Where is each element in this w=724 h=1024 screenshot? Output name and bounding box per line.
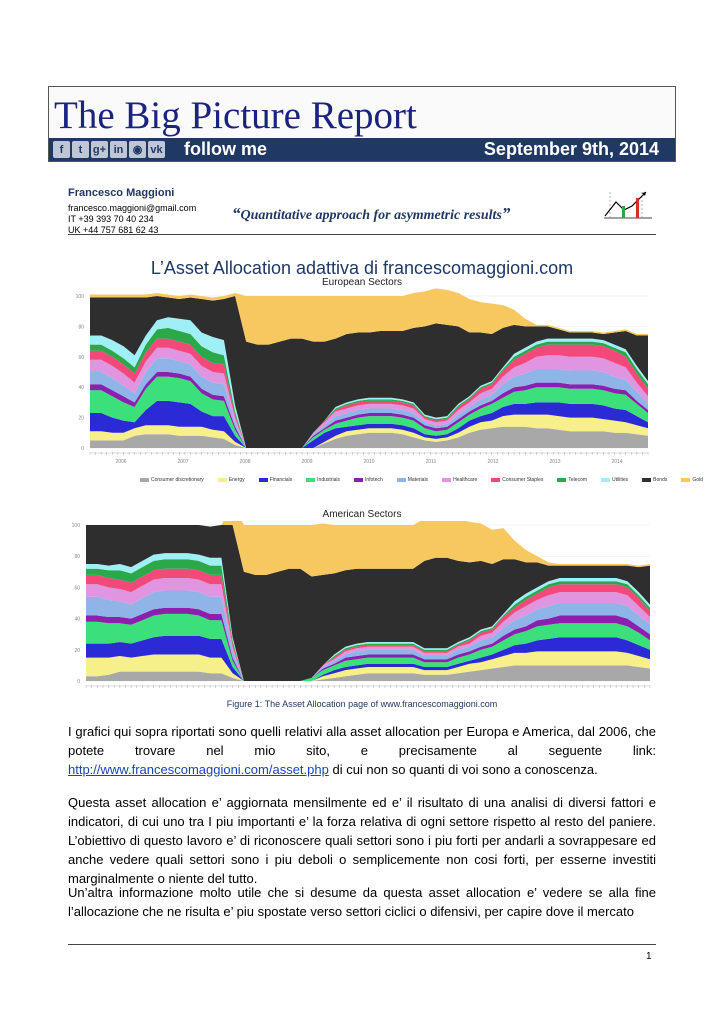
weibo-icon[interactable]: ◉ (129, 141, 146, 158)
report-title: The Big Picture Report (54, 94, 417, 137)
us-y-tick-label: 60 (74, 585, 80, 592)
legend-item-healthcare (442, 477, 477, 483)
legend-item-financials (259, 477, 293, 483)
paragraph-2: Questa asset allocation e’ aggiornata mensilmente ed e’ il risultato di una analisi di diversi fattori e indicatori, di cui uno tra I piu importanti e’ la forza relativa di ogni settore rispetto al resto del paniere. L’obiettivo di questo lavoro e’ di riconoscere quali settori sono i piu forti per andarli a sovrappesare ed anche vedere quali settori sono i piu deboli o semplicemente non cosi forti, per esserne investiti marginalmente o niente del tutto. (68, 795, 656, 886)
logo-chart-icon (602, 188, 654, 222)
paragraph-1 (68, 722, 656, 779)
legend-swatch (306, 478, 315, 482)
legend-swatch (601, 478, 610, 482)
eu-x-year-label: 2011 (425, 459, 437, 465)
figure-caption: Figure 1: The Asset Allocation page of www.francescomaggioni.com (226, 699, 498, 709)
figure-heading: L’Asset Allocation adattiva di francescomaggioni.com (150, 258, 574, 278)
legend-label: Materials (407, 477, 429, 483)
us-y-tick-label: 100 (71, 523, 80, 529)
us-y-tick-label: 0 (77, 679, 80, 685)
legend-swatch (642, 478, 651, 482)
chart-title-america: American Sectors (322, 509, 402, 520)
facebook-icon[interactable]: f (53, 141, 70, 158)
tagline-text: Quantitative approach for asymmetric results (240, 208, 502, 223)
masthead-bar (49, 138, 675, 161)
legend-item-energy (218, 477, 245, 483)
eu-y-tick-label: 100 (75, 294, 84, 300)
european-sectors-chart (68, 288, 656, 470)
us-y-tick-label: 20 (74, 647, 80, 654)
legend-item-utilities (601, 477, 628, 483)
legend-label: Consumer discretionary (151, 477, 204, 483)
eu-x-year-label: 2010 (363, 459, 375, 465)
legend-item-bonds (642, 477, 667, 483)
author-phone-it: IT +39 393 70 40 234 (68, 214, 154, 224)
tagline (232, 204, 510, 224)
eu-y-tick-label: 80 (78, 324, 84, 331)
social-icons (53, 141, 165, 158)
paragraph-3: Un’altra informazione molto utile che si desume da questa asset allocation e’ vedere se alla fine l’allocazione che ne risulta e’ piu spostate verso settori ciclici o difensivi, per capire dove il mercato (68, 885, 656, 919)
legend-swatch (681, 478, 690, 482)
legend-label: Gold (692, 477, 703, 483)
masthead (48, 86, 676, 162)
legend-swatch (354, 478, 363, 482)
author-phone-uk: UK +44 757 681 62 43 (68, 225, 159, 235)
eu-x-year-label: 2013 (549, 459, 561, 465)
eu-x-year-label: 2008 (239, 459, 251, 465)
eu-y-tick-label: 40 (78, 385, 84, 392)
eu-y-tick-label: 20 (78, 415, 84, 422)
eu-y-tick-label: 0 (81, 446, 84, 452)
legend-item-materials (397, 477, 428, 483)
tagline-open-quote: “ (232, 204, 241, 223)
legend-label: Bonds (653, 477, 668, 483)
follow-me-label: follow me (184, 139, 268, 159)
legend-swatch (218, 478, 227, 482)
legend-label: Consumer Staples (502, 477, 544, 483)
eu-x-year-label: 2006 (115, 459, 127, 465)
chart-title-europe: European Sectors (321, 277, 403, 288)
us-y-tick-label: 40 (74, 616, 80, 623)
us-y-tick-label: 80 (74, 554, 80, 561)
legend-item-infotech (354, 477, 383, 483)
legend-label: Financials (269, 477, 293, 483)
footer-divider (68, 944, 656, 945)
legend-item-industrials (306, 477, 340, 483)
twitter-icon[interactable]: t (72, 141, 89, 158)
eu-y-tick-label: 60 (78, 354, 84, 361)
legend-swatch (140, 478, 149, 482)
eu-x-year-label: 2007 (177, 459, 189, 465)
legend-swatch (259, 478, 268, 482)
page-number: 1 (646, 951, 652, 962)
header-divider (68, 234, 656, 235)
legend-item-consumer-discretionary (140, 477, 204, 483)
vk-icon[interactable]: vk (148, 141, 165, 158)
legend-swatch (557, 478, 566, 482)
legend-label: Utilities (612, 477, 629, 483)
linkedin-icon[interactable]: in (110, 141, 127, 158)
legend-label: Telecom (568, 477, 588, 483)
tagline-close-quote: ” (501, 204, 511, 223)
eu-x-year-label: 2012 (487, 459, 499, 465)
report-date: September 9th, 2014 (483, 139, 659, 159)
legend-item-telecom (557, 477, 587, 483)
american-sectors-chart (68, 521, 656, 695)
legend-label: Energy (228, 477, 245, 483)
legend-label: Healthcare (453, 477, 478, 483)
chart-legend (140, 477, 703, 483)
eu-x-year-label: 2009 (301, 459, 313, 465)
legend-item-gold (681, 477, 703, 483)
paragraph-1-text: I grafici qui sopra riportati sono quelli relativi alla asset allocation per Europa e America, dal 2006, che potete trovare nel mio sito, e precisamente al seguente link: (68, 724, 656, 758)
asset-allocation-link[interactable]: http://www.francescomaggioni.com/asset.php (68, 762, 329, 777)
legend-swatch (491, 478, 500, 482)
legend-label: Industrials (317, 477, 340, 483)
author-name: Francesco Maggioni (68, 187, 175, 199)
eu-x-year-label: 2014 (611, 459, 623, 465)
legend-label: Infotech (364, 477, 383, 483)
paragraph-1-text-after: di cui non so quanti di voi sono a conoscenza. (328, 762, 598, 777)
legend-swatch (397, 478, 406, 482)
legend-swatch (442, 478, 451, 482)
author-email[interactable]: francesco.maggioni@gmail.com (68, 203, 197, 213)
legend-item-consumer-staples (491, 477, 543, 483)
google-plus-icon[interactable]: g+ (91, 141, 108, 158)
